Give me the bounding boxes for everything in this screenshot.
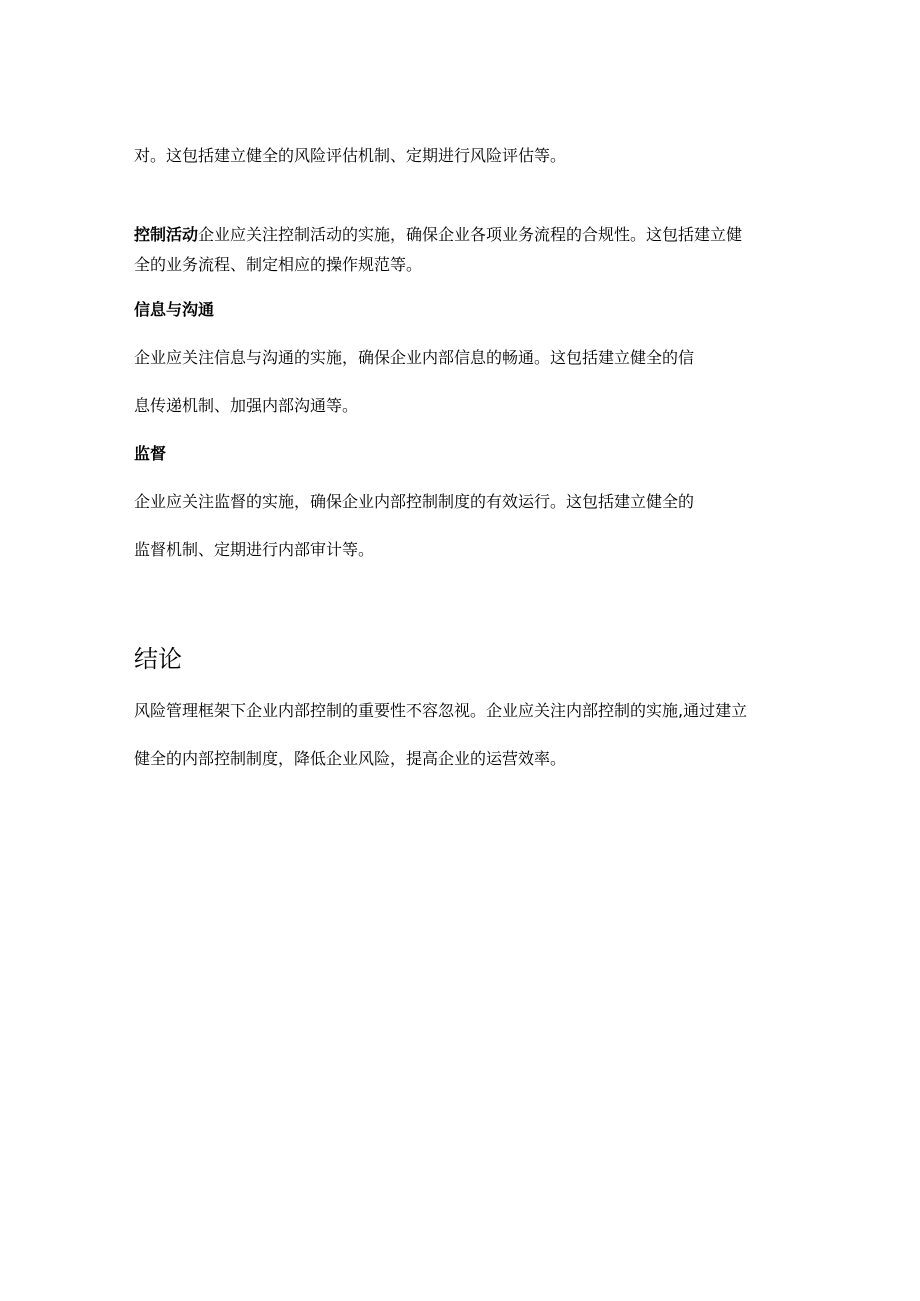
control-activities-text-line-2: 全的业务流程、制定相应的操作规范等。 bbox=[134, 255, 423, 274]
information-communication-heading: 信息与沟通 bbox=[134, 300, 215, 319]
conclusion-heading: 结论 bbox=[134, 645, 182, 673]
monitoring-text-line-1: 企业应关注监督的实施，确保企业内部控制制度的有效运行。这包括建立健全的 bbox=[134, 492, 695, 511]
conclusion-text-line-1: 风险管理框架下企业内部控制的重要性不容忽视。企业应关注内部控制的实施,通过建立 bbox=[134, 701, 748, 720]
conclusion-text-line-2: 健全的内部控制制度，降低企业风险，提高企业的运营效率。 bbox=[134, 749, 567, 768]
monitoring-text-line-2: 监督机制、定期进行内部审计等。 bbox=[134, 540, 375, 559]
information-communication-text-line-2: 息传递机制、加强内部沟通等。 bbox=[134, 396, 359, 415]
control-activities-paragraph-line-1 bbox=[134, 224, 742, 246]
monitoring-heading: 监督 bbox=[134, 444, 167, 463]
information-communication-text-line-1: 企业应关注信息与沟通的实施，确保企业内部信息的畅通。这包括建立健全的信 bbox=[134, 348, 695, 367]
control-activities-term: 控制活动 bbox=[134, 225, 199, 244]
risk-assessment-text-line-1: 对。这包括建立健全的风险评估机制、定期进行风险评估等。 bbox=[134, 146, 567, 165]
control-activities-text-line-1: 企业应关注控制活动的实施，确保企业各项业务流程的合规性。这包括建立健 bbox=[198, 225, 743, 244]
